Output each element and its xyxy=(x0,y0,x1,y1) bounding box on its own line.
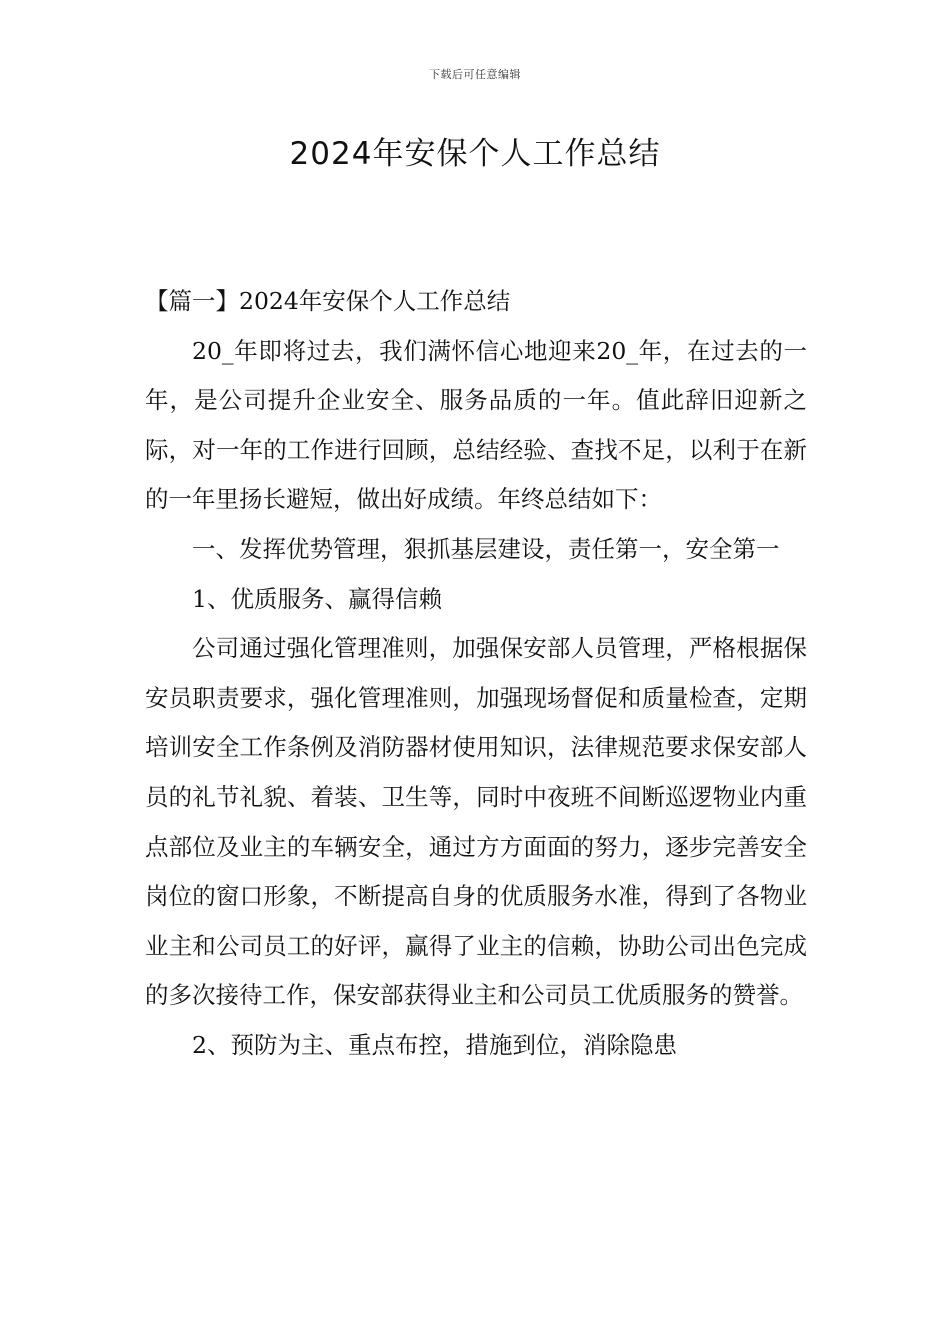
item-heading-2: 2、预防为主、重点布控，措施到位，消除隐患 xyxy=(192,1030,677,1059)
document-body xyxy=(145,277,807,1071)
header-note: 下载后可任意编辑 xyxy=(429,68,521,81)
section-heading: 【篇一】2024年安保个人工作总结 xyxy=(145,287,511,315)
subheading-one: 一、发挥优势管理，狠抓基层建设，责任第一，安全第一 xyxy=(192,534,780,563)
body-paragraph: 公司通过强化管理准则，加强保安部人员管理，严格根据保安员职责要求，强化管理准则，加强现场督促和质量检查，定期培训安全工作条例及消防器材使用知识，法律规范要求保安部人员的礼节礼貌、着装、卫生等，同时中夜班不间断巡逻物业内重点部位及业主的车辆安全，通过方方面面的努力，逐步完善安全岗位的窗口形象，不断提高自身的优质服务水准，得到了各物业业主和公司员工的好评，赢得了业主的信赖，协助公司出色完成的多次接待工作，保安部获得业主和公司员工优质服务的赞誉。 xyxy=(145,634,807,1010)
intro-paragraph: 20_年即将过去，我们满怀信心地迎来20_年，在过去的一年，是公司提升企业安全、服务品质的一年。值此辞旧迎新之际，对一年的工作进行回顾，总结经验、查找不足，以利于在新的一年里扬长避短，做出好成绩。年终总结如下： xyxy=(145,336,807,514)
item-heading-1: 1、优质服务、赢得信赖 xyxy=(192,584,442,613)
document-title: 2024年安保个人工作总结 xyxy=(289,136,661,172)
